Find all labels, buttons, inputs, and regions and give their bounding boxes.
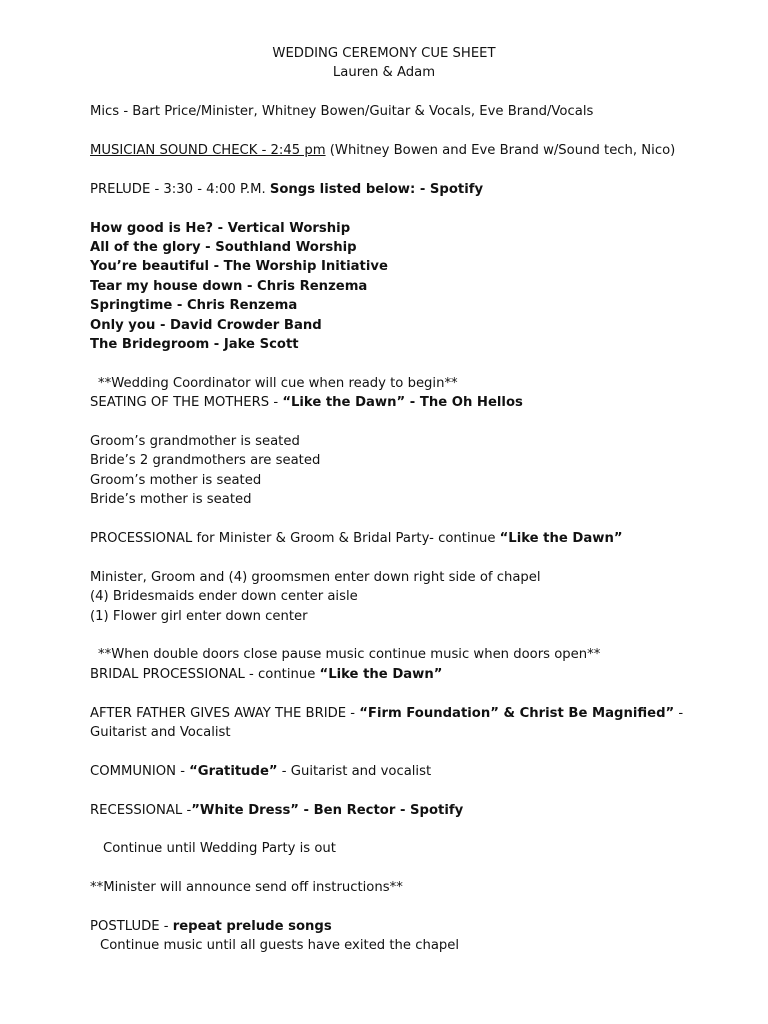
bridal-label: BRIDAL PROCESSIONAL - continue (90, 666, 320, 682)
seating-step: Groom’s grandmother is seated (90, 434, 300, 450)
after-father-line (90, 704, 690, 723)
bridal-processional-line (90, 665, 690, 684)
processional-step: Minister, Groom and (4) groomsmen enter down right side of chapel (90, 569, 541, 585)
processional-song: “Like the Dawn” (499, 531, 623, 547)
seating-line (90, 393, 690, 412)
document-title: WEDDING CEREMONY CUE SHEET (272, 46, 496, 61)
prelude-song: Springtime - Chris Renzema (90, 298, 298, 314)
processional-line (90, 529, 690, 548)
bridal-song: “Like the Dawn” (319, 666, 443, 682)
send-off-note: **Minister will announce send off instructions** (90, 880, 403, 896)
after-father-label: AFTER FATHER GIVES AWAY THE BRIDE - (90, 705, 360, 721)
seating-step: Bride’s 2 grandmothers are seated (90, 453, 321, 469)
couple-names: Lauren & Adam (332, 65, 436, 81)
recessional-label: RECESSIONAL - (90, 802, 192, 818)
postlude-label: POSTLUDE - (90, 919, 173, 935)
seating-label: SEATING OF THE MOTHERS - (90, 395, 283, 411)
prelude-song: Only you - David Crowder Band (90, 317, 322, 333)
after-father-performers: Guitarist and Vocalist (90, 725, 231, 741)
prelude-song: How good is He? - Vertical Worship (90, 220, 351, 236)
processional-step: (1) Flower girl enter down center (90, 608, 308, 624)
postlude-line (90, 917, 690, 936)
cue-sheet-body (90, 44, 690, 956)
recessional-note: Continue until Wedding Party is out (103, 841, 336, 857)
seating-step: Bride’s mother is seated (90, 492, 252, 508)
seating-song: “Like the Dawn” - The Oh Hellos (282, 395, 523, 411)
prelude-line (90, 180, 690, 199)
prelude-song: The Bridegroom - Jake Scott (90, 337, 299, 353)
recessional-line (90, 801, 690, 820)
soundcheck-line (90, 141, 690, 160)
coordinator-note: **Wedding Coordinator will cue when ready to begin** (98, 375, 458, 391)
processional-step: (4) Bridesmaids ender down center aisle (90, 589, 358, 605)
after-father-song: “Firm Foundation” & Christ Be Magnified” (359, 705, 675, 721)
prelude-note: Songs listed below: - Spotify (269, 181, 484, 197)
processional-label: PROCESSIONAL for Minister & Groom & Bridal Party- continue (90, 531, 500, 547)
communion-line (90, 762, 690, 781)
communion-song: “Gratitude” (189, 763, 278, 779)
prelude-song: All of the glory - Southland Worship (90, 240, 357, 255)
prelude-song: Tear my house down - Chris Renzema (90, 278, 368, 294)
soundcheck-heading: MUSICIAN SOUND CHECK - 2:45 pm (90, 143, 326, 158)
recessional-song: ”White Dress” - Ben Rector - Spotify (191, 802, 464, 818)
after-father-dash: - (674, 705, 684, 721)
prelude-label: PRELUDE - 3:30 - 4:00 P.M. (90, 181, 270, 197)
mics-line: Mics - Bart Price/Minister, Whitney Bowen/Guitar & Vocals, Eve Brand/Vocals (90, 104, 594, 120)
communion-label: COMMUNION - (90, 763, 190, 779)
seating-step: Groom’s mother is seated (90, 472, 262, 488)
doors-note: **When double doors close pause music continue music when doors open** (98, 647, 601, 663)
postlude-note: Continue music until all guests have exited the chapel (100, 938, 460, 954)
communion-performers: - Guitarist and vocalist (277, 763, 432, 779)
postlude-song: repeat prelude songs (172, 919, 332, 935)
soundcheck-detail: (Whitney Bowen and Eve Brand w/Sound tech, Nico) (325, 143, 676, 158)
prelude-song: You’re beautiful - The Worship Initiative (90, 259, 388, 275)
